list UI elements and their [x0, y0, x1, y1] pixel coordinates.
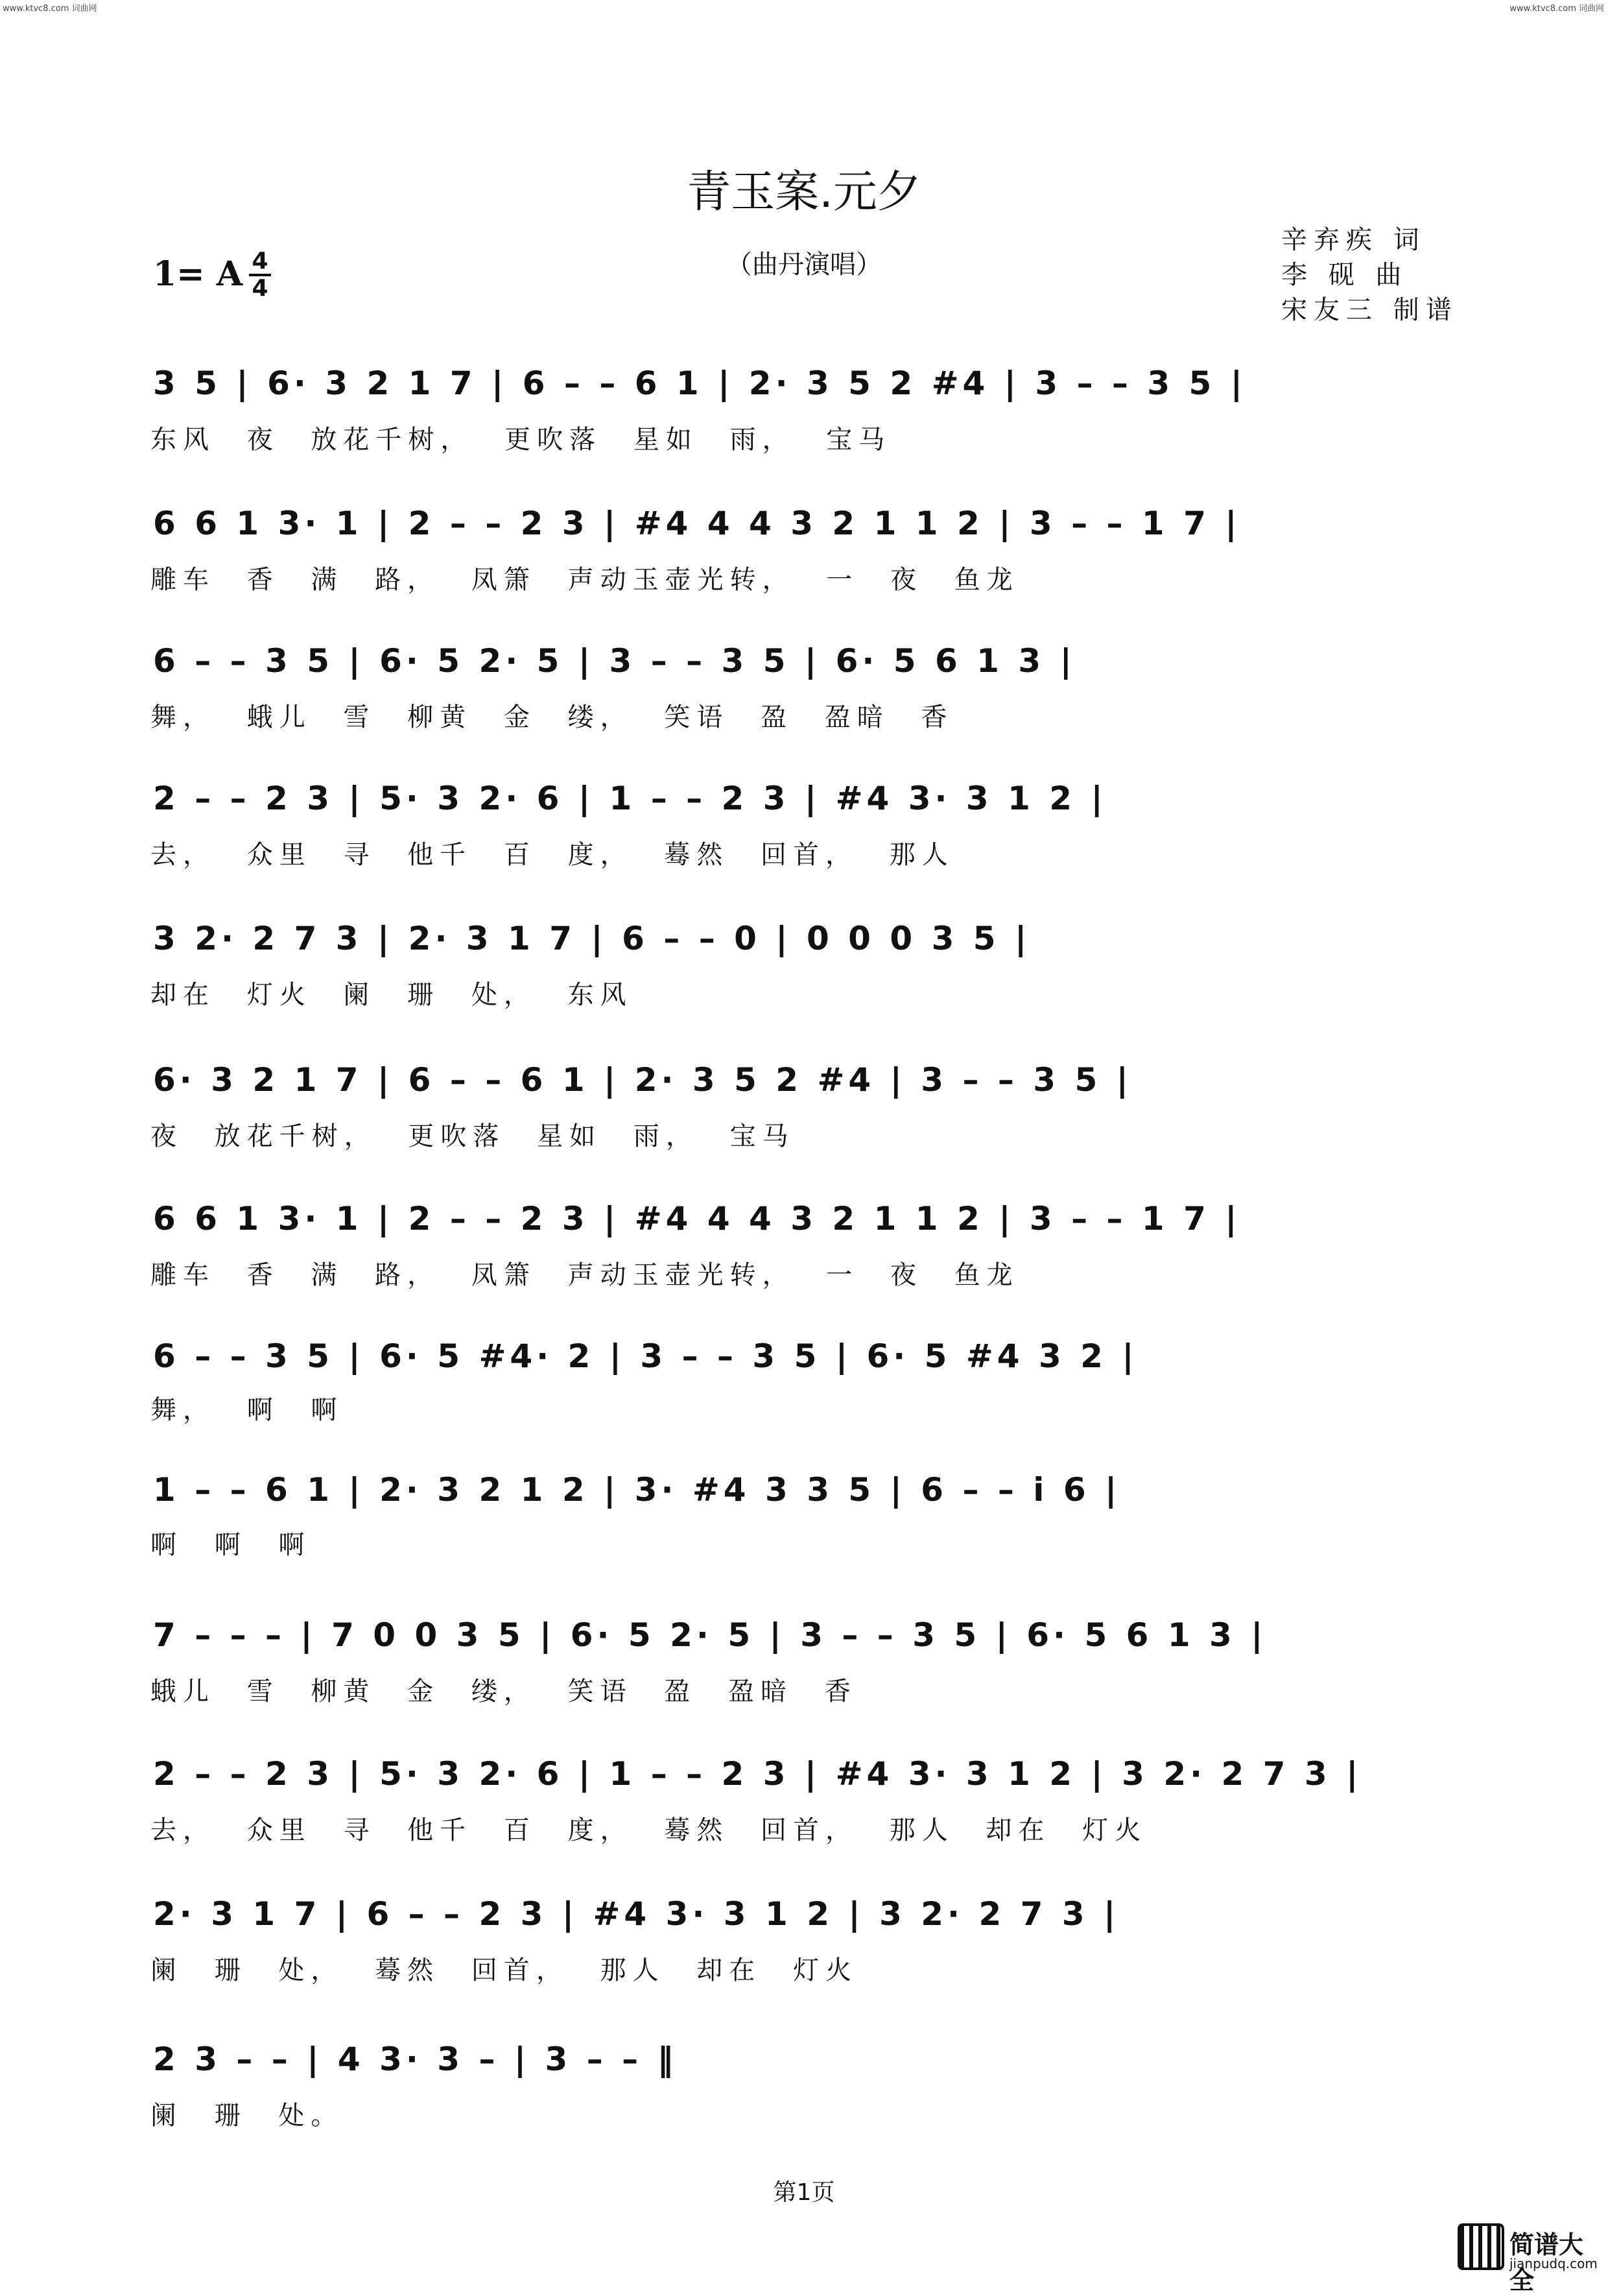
piano-keys-icon	[1458, 2223, 1504, 2270]
transcriber-credit: 宋友三 制谱	[1281, 295, 1458, 325]
logo-url: jianpudq.com	[1509, 2256, 1598, 2271]
lyric-line: 阑 珊 处， 蓦然 回首， 那人 却在 灯火	[150, 1955, 858, 1985]
time-signature-bottom: 4	[252, 275, 268, 302]
lyric-line: 东风 夜 放花千树， 更吹落 星如 雨， 宝马	[150, 425, 892, 455]
notation-line: 7 – – – | 7 0 0 3 5 | 6· 5 2· 5 | 3 – – 3 5 | 6· 5 6 1 3 |	[153, 1616, 1267, 1654]
notation-line: 2· 3 1 7 | 6 – – 2 3 | #4 3· 3 1 2 | 3 2· 2 7 3 |	[153, 1895, 1120, 1933]
time-signature	[249, 249, 271, 301]
lyric-line: 去， 众里 寻 他千 百 度， 蓦然 回首， 那人	[150, 840, 954, 870]
header-right: www.ktvc8.com 词曲网	[1509, 4, 1604, 14]
lyric-line: 雕车 香 满 路， 凤箫 声动玉壶光转， 一 夜 鱼龙	[150, 1260, 1019, 1290]
notation-line: 6 – – 3 5 | 6· 5 2· 5 | 3 – – 3 5 | 6· 5 6 1 3 |	[153, 642, 1076, 680]
logo-name: 简谱大全	[1509, 2230, 1584, 2295]
key-signature: 1= A	[153, 254, 243, 294]
lyricist-credit: 辛弃疾 词	[1281, 225, 1426, 255]
notation-line: 2 – – 2 3 | 5· 3 2· 6 | 1 – – 2 3 | #4 3· 3 1 2 | 3 2· 2 7 3 |	[153, 1755, 1362, 1793]
notation-line: 6 – – 3 5 | 6· 5 #4· 2 | 3 – – 3 5 | 6· 5 #4 3 2 |	[153, 1337, 1138, 1375]
notation-line: 3 5 | 6· 3 2 1 7 | 6 – – 6 1 | 2· 3 5 2 #4 | 3 – – 3 5 |	[153, 365, 1246, 402]
lyric-line: 雕车 香 满 路， 凤箫 声动玉壶光转， 一 夜 鱼龙	[150, 565, 1019, 595]
page-number: 第1页	[773, 2179, 835, 2206]
lyric-line: 舞， 蛾儿 雪 柳黄 金 缕， 笑语 盈 盈暗 香	[150, 702, 954, 732]
time-signature-top: 4	[252, 248, 268, 274]
notation-line: 3 2· 2 7 3 | 2· 3 1 7 | 6 – – 0 | 0 0 0 3 5 |	[153, 920, 1031, 957]
header-left: www.ktvc8.com 词曲网	[3, 4, 97, 14]
composer-credit: 李 砚 曲	[1281, 260, 1408, 290]
notation-line: 2 – – 2 3 | 5· 3 2· 6 | 1 – – 2 3 | #4 3· 3 1 2 |	[153, 780, 1107, 817]
lyric-line: 去， 众里 寻 他千 百 度， 蓦然 回首， 那人 却在 灯火	[150, 1815, 1148, 1845]
site-logo	[1458, 2223, 1607, 2295]
notation-line: 6· 3 2 1 7 | 6 – – 6 1 | 2· 3 5 2 #4 | 3 – – 3 5 |	[153, 1061, 1132, 1099]
lyric-line: 阑 珊 处。	[150, 2101, 344, 2131]
lyric-line: 蛾儿 雪 柳黄 金 缕， 笑语 盈 盈暗 香	[150, 1677, 857, 1706]
lyric-line: 啊 啊 啊	[150, 1530, 311, 1560]
notation-line: 6 6 1 3· 1 | 2 – – 2 3 | #4 4 4 3 2 1 1 2 | 3 – – 1 7 |	[153, 505, 1241, 542]
notation-line: 1 – – 6 1 | 2· 3 2 1 2 | 3· #4 3 3 5 | 6 – – i 6 |	[153, 1471, 1121, 1509]
notation-line: 2 3 – – | 4 3· 3 – | 3 – – ‖	[153, 2040, 678, 2078]
lyric-line: 却在 灯火 阑 珊 处， 东风	[150, 980, 633, 1010]
notation-line: 6 6 1 3· 1 | 2 – – 2 3 | #4 4 4 3 2 1 1 2 | 3 – – 1 7 |	[153, 1200, 1241, 1238]
song-title: 青玉案.元夕	[687, 167, 921, 218]
lyric-line: 舞， 啊 啊	[150, 1395, 344, 1425]
lyric-line: 夜 放花千树， 更吹落 星如 雨， 宝马	[150, 1121, 795, 1151]
song-subtitle: （曲丹演唱）	[726, 250, 882, 280]
